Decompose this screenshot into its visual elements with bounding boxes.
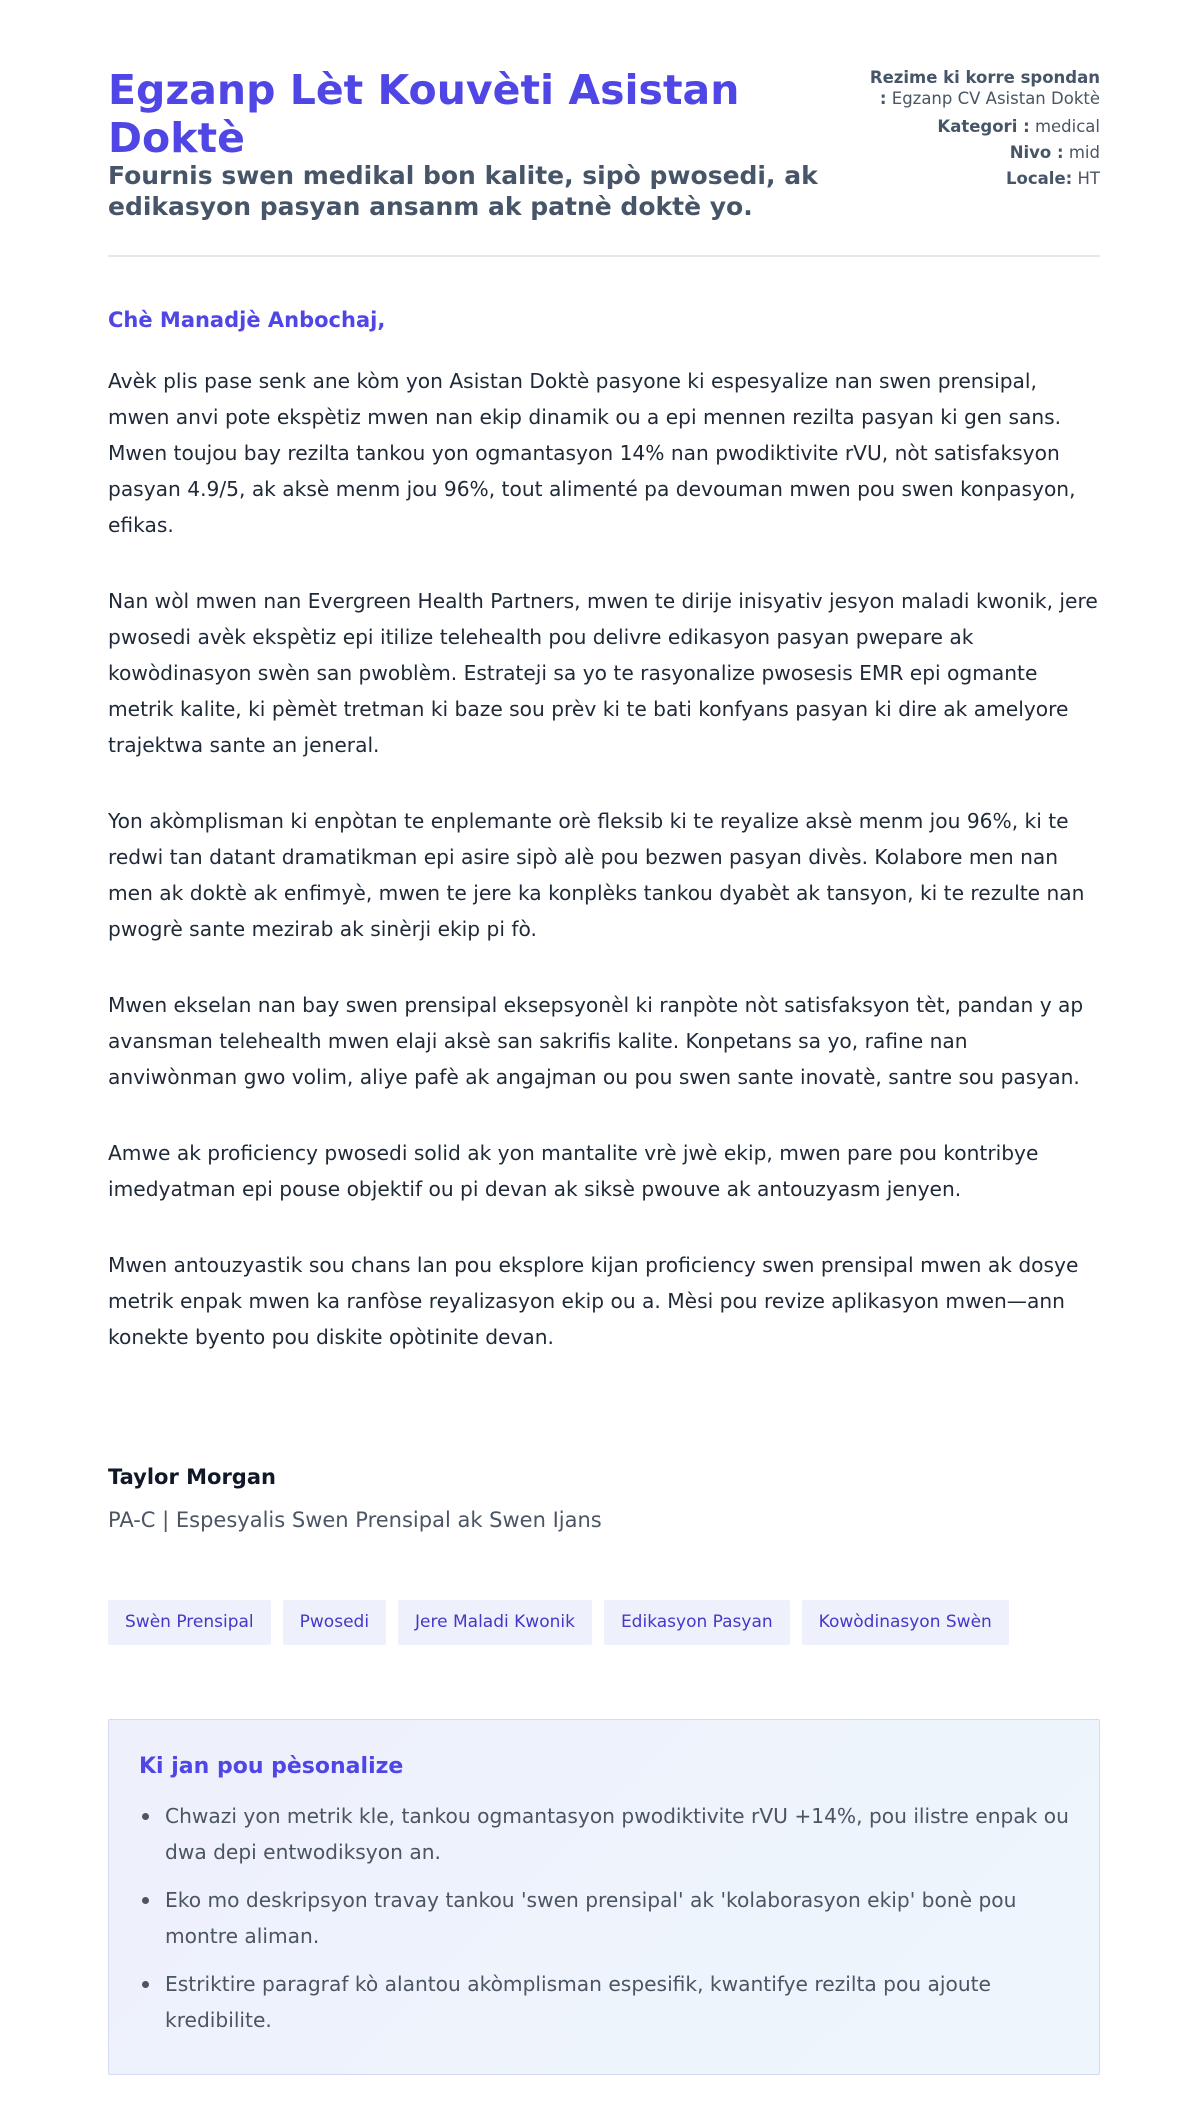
salutation: Chè Manadjè Anbochaj, (108, 308, 386, 332)
letter-paragraph: Avèk plis pase senk ane kòm yon Asistan Doktè pasyone ki espesyalize nan swen prensipal, mwen anvi pote ekspètiz mwen nan ekip dinamik ou a epi mennen rezilta pasyan ki gen sans. Mwen toujou bay rezilta tankou yon ogmantasyon 14% nan pwodiktivite rVU, nòt satisfaksyon pasyan 4.9/5, ak aksè menm jou 96%, tout alimenté pa devouman mwen pou swen konpasyon, efikas. (108, 369, 1076, 537)
tip-item (139, 1798, 1069, 1870)
tips-list (139, 1798, 1069, 2038)
tag-chip: Jere Maladi Kwonik (398, 1600, 592, 1645)
tag-chip: Swèn Prensipal (108, 1600, 271, 1645)
meta-resume-value-row (770, 88, 1100, 109)
meta-level-label: Nivo : (1009, 143, 1064, 162)
page-title: Egzanp Lèt Kouvèti Asistan Doktè (108, 66, 740, 162)
letter-paragraph: Amwe ak proficiency pwosedi solid ak yon mantalite vrè jwè ekip, mwen pare pou kontribye imedyatman epi pouse objektif ou pi devan ak siksè pwouve ak antouzyasm jenyen. (108, 1141, 1039, 1201)
letter-paragraph: Mwen antouzyastik sou chans lan pou eksplore kijan proficiency swen prensipal mwen ak dosye metrik enpak mwen ka ranfòse reyalizasyon ekip ou a. Mèsi pou revize aplikasyon mwen—ann konekte byento pou diskite opòtinite devan. (108, 1253, 1079, 1349)
meta-locale-row (770, 166, 1100, 192)
tag-chip: Kowòdinasyon Swèn (802, 1600, 1009, 1645)
meta-resume-label: Rezime ki korre spondan (869, 68, 1100, 87)
meta-category-value: medical (1034, 117, 1100, 136)
page-header (108, 0, 1100, 257)
tip-item (139, 1966, 1069, 2038)
bullet-icon (142, 1897, 149, 1904)
meta-category-row (770, 114, 1100, 140)
meta-resume-row (770, 67, 1100, 88)
tag-list (108, 1600, 1009, 1645)
tag-chip: Pwosedi (283, 1600, 386, 1645)
meta-panel (770, 67, 1100, 192)
customization-tips-box (108, 1719, 1100, 2075)
letter-paragraph: Yon akòmplisman ki enpòtan te enplemante orè fleksib ki te reyalize aksè menm jou 96%, ki te redwi tan datant dramatikman epi asire sipò alè pou bezwen pasyan divès. Kolabore men nan men ak doktè ak enfimyè, mwen te jere ka konplèks tankou dyabèt ak tansyon, ki te rezulte nan pwogrè sante mezirab ak sinèrji ekip pi fò. (108, 809, 1085, 941)
letter-body (108, 363, 1100, 1355)
meta-level-row (770, 140, 1100, 166)
tips-title: Ki jan pou pèsonalize (139, 1754, 404, 1779)
meta-locale-value: HT (1077, 169, 1100, 188)
page-subtitle: Fournis swen medikal bon kalite, sipò pwosedi, ak edikasyon pasyan ansanm ak patnè doktè yo. (108, 161, 818, 221)
meta-resume-colon: : (879, 89, 887, 108)
bullet-icon (142, 1981, 149, 1988)
signature-title: PA-C | Espesyalis Swen Prensipal ak Swen Ijans (108, 1508, 602, 1532)
tip-text: Chwazi yon metrik kle, tankou ogmantasyon pwodiktivite rVU +14%, pou ilistre enpak ou dwa depi entwodiksyon an. (165, 1804, 1069, 1864)
tag-chip: Edikasyon Pasyan (604, 1600, 790, 1645)
letter-paragraph: Mwen ekselan nan bay swen prensipal eksepsyonèl ki ranpòte nòt satisfaksyon tèt, pandan y ap avansman telehealth mwen elaji aksè san sakrifis kalite. Konpetans sa yo, rafine nan anviwònman gwo volim, aliye pafè ak angajman ou pou swen sante inovatè, santre sou pasyan. (108, 993, 1084, 1089)
tip-text: Estriktire paragraf kò alantou akòmplisman espesifik, kwantifye rezilta pou ajoute kredibilite. (165, 1972, 991, 2032)
letter-paragraph: Nan wòl mwen nan Evergreen Health Partners, mwen te dirije inisyativ jesyon maladi kwonik, jere pwosedi avèk ekspètiz epi itilize telehealth pou delivre edikasyon pasyan pwepare ak kowòdinasyon swèn san pwoblèm. Estrateji sa yo te rasyonalize pwosesis EMR epi ogmante metrik kalite, ki pèmèt tretman ki baze sou prèv ki te bati konfyans pasyan ki dire ak amelyore trajektwa sante an jeneral. (108, 589, 1098, 757)
cover-letter-page (108, 0, 1100, 2032)
bullet-icon (142, 1813, 149, 1820)
tip-item (139, 1882, 1069, 1954)
meta-resume-value: Egzanp CV Asistan Doktè (891, 89, 1100, 108)
tip-text: Eko mo deskripsyon travay tankou 'swen prensipal' ak 'kolaborasyon ekip' bonè pou montre aliman. (165, 1888, 1017, 1948)
meta-locale-label: Locale: (1006, 169, 1073, 188)
signature-name: Taylor Morgan (108, 1465, 276, 1489)
meta-level-value: mid (1068, 143, 1100, 162)
meta-category-label: Kategori : (937, 117, 1030, 136)
